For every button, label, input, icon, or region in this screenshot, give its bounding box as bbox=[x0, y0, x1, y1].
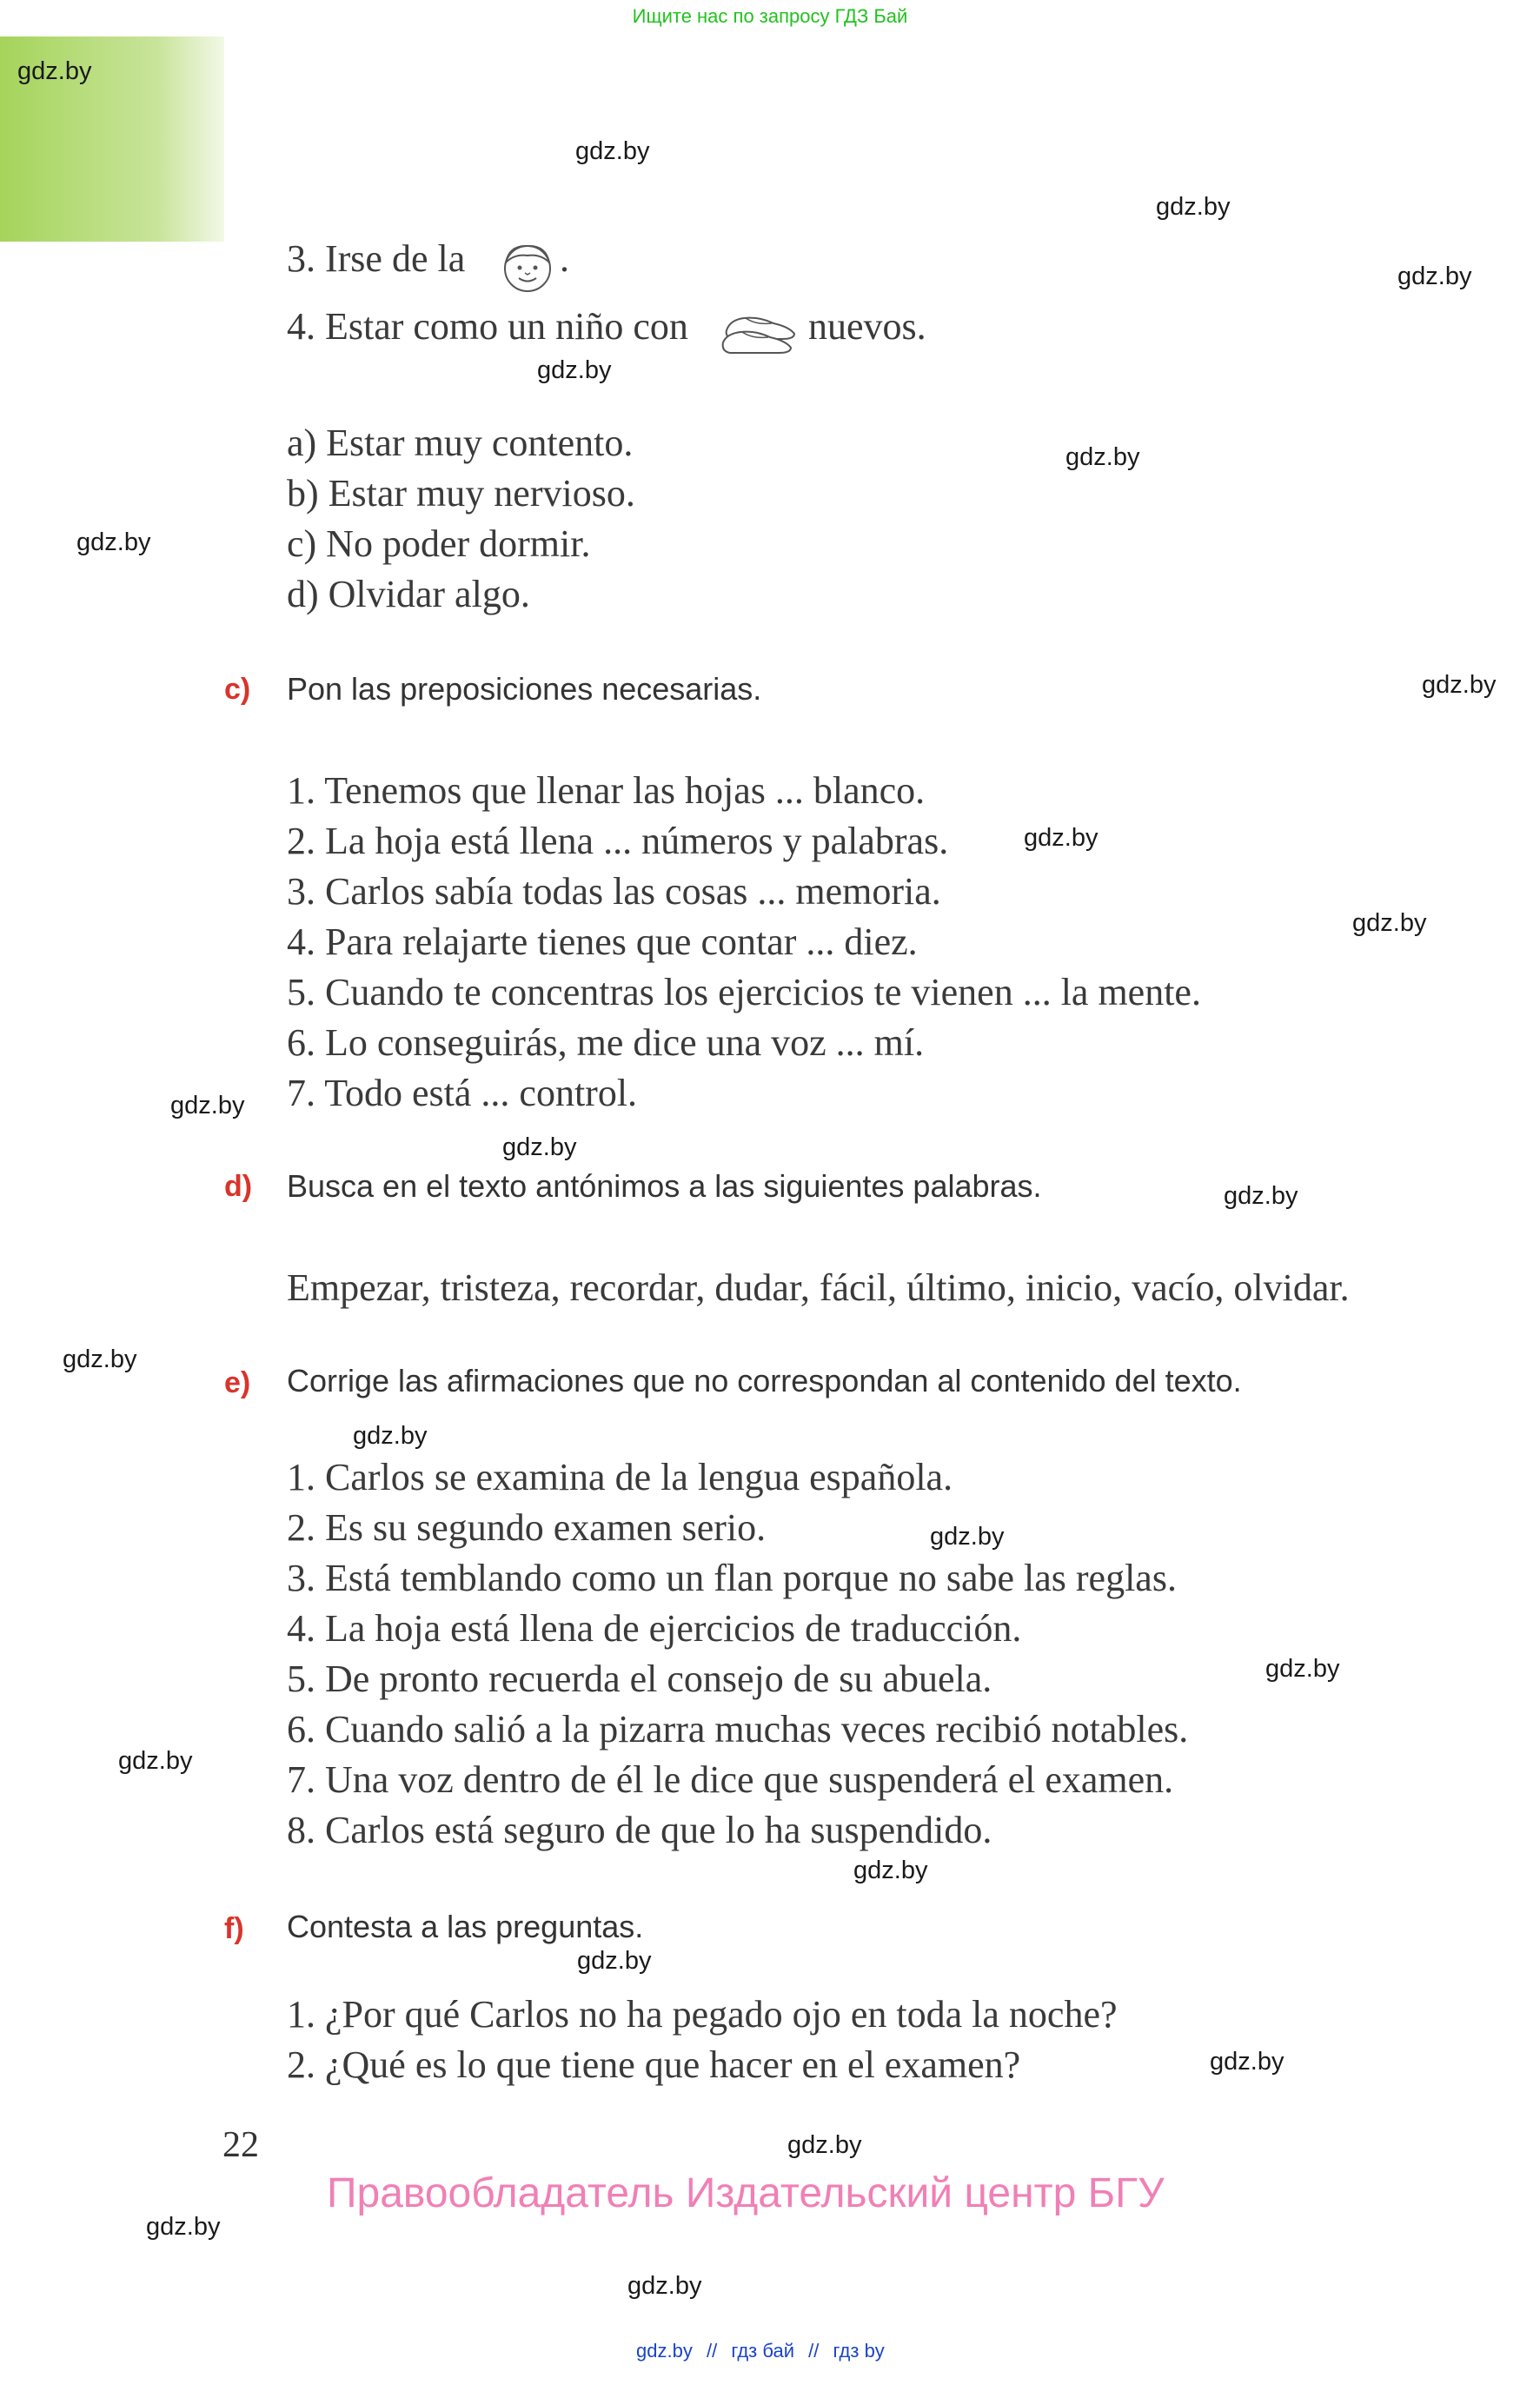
shoes-icon bbox=[721, 304, 800, 362]
watermark: gdz.by bbox=[787, 2131, 862, 2159]
watermark: gdz.by bbox=[853, 1857, 928, 1884]
watermark: gdz.by bbox=[575, 137, 650, 165]
questions-list bbox=[287, 1992, 1417, 2096]
link-separator: // bbox=[808, 2340, 820, 2362]
list-item: 7. Una voz dentro de él le dice que suspenderá el examen. bbox=[287, 1758, 1174, 1801]
watermark: gdz.by bbox=[1156, 193, 1231, 221]
idiom-text: 3. Irse de la bbox=[287, 237, 466, 280]
bottom-links bbox=[636, 2340, 885, 2362]
list-item: 2. Es su segundo examen serio. bbox=[287, 1506, 767, 1549]
idiom-end: nuevos. bbox=[808, 305, 926, 348]
page-number: 22 bbox=[222, 2125, 259, 2165]
list-item: 4. La hoja está llena de ejercicios de traducción. bbox=[287, 1607, 1022, 1650]
list-item: 6. Cuando salió a la pizarra muchas veces recibió notables. bbox=[287, 1708, 1189, 1751]
watermark: gdz.by bbox=[353, 1422, 428, 1450]
watermark: gdz.by bbox=[63, 1345, 137, 1373]
watermark: gdz.by bbox=[1224, 1182, 1298, 1210]
antonym-words: Empezar, tristeza, recordar, dudar, fácil, último, inicio, vacío, olvidar. bbox=[287, 1266, 1350, 1309]
watermark: gdz.by bbox=[118, 1747, 193, 1775]
watermark: gdz.by bbox=[170, 1092, 245, 1119]
list-item: 2. La hoja está llena ... números y palabras. bbox=[287, 820, 949, 862]
list-item: 2. ¿Qué es lo que tiene que hacer en el examen? bbox=[287, 2043, 1021, 2086]
watermark: gdz.by bbox=[1397, 262, 1472, 290]
section-instruction: Contesta a las preguntas. bbox=[287, 1909, 644, 1944]
list-item: 1. ¿Por qué Carlos no ha pegado ojo en toda la noche? bbox=[287, 1993, 1118, 2036]
list-item: 5. De pronto recuerda el consejo de su abuela. bbox=[287, 1658, 992, 1700]
watermark: gdz.by bbox=[502, 1133, 577, 1161]
face-icon bbox=[499, 240, 556, 298]
idiom-line bbox=[287, 236, 465, 281]
list-item: a) Estar muy contento. bbox=[287, 422, 634, 464]
watermark: gdz.by bbox=[1024, 824, 1099, 852]
footer-link[interactable]: гдз бай bbox=[731, 2340, 795, 2362]
list-item: 8. Carlos está seguro de que lo ha suspendido. bbox=[287, 1809, 992, 1851]
watermark: gdz.by bbox=[76, 528, 151, 556]
list-item: 1. Tenemos que llenar las hojas ... blanco. bbox=[287, 769, 926, 812]
section-label: c) bbox=[224, 673, 251, 706]
exercise-list bbox=[287, 768, 1417, 1125]
watermark: gdz.by bbox=[537, 356, 612, 384]
watermark: gdz.by bbox=[1065, 443, 1140, 471]
watermark: gdz.by bbox=[1210, 2048, 1284, 2076]
section-label: e) bbox=[224, 1366, 251, 1399]
exercise-list bbox=[287, 1455, 1417, 1863]
watermark: gdz.by bbox=[146, 2213, 221, 2241]
search-banner: Ищите нас по запросу ГДЗ Бай bbox=[632, 5, 908, 27]
idiom-end: . bbox=[560, 237, 569, 280]
section-label: f) bbox=[224, 1912, 244, 1945]
footer-link[interactable]: гдз by bbox=[833, 2340, 885, 2362]
list-item: 3. Carlos sabía todas las cosas ... memoria. bbox=[287, 870, 941, 913]
footer-link[interactable]: gdz.by bbox=[636, 2340, 693, 2362]
watermark: gdz.by bbox=[627, 2272, 702, 2300]
section-instruction: Corrige las afirmaciones que no correspondan al contenido del texto. bbox=[287, 1363, 1242, 1398]
list-item: 4. Para relajarte tienes que contar ... diez. bbox=[287, 920, 918, 963]
list-item: 3. Está temblando como un flan porque no sabe las reglas. bbox=[287, 1557, 1177, 1599]
section-instruction: Pon las preposiciones necesarias. bbox=[287, 671, 762, 707]
meanings-list bbox=[287, 421, 1330, 621]
watermark: gdz.by bbox=[930, 1523, 1005, 1551]
watermark: gdz.by bbox=[577, 1947, 652, 1975]
list-item: 7. Todo está ... control. bbox=[287, 1072, 638, 1114]
list-item: 5. Cuando te concentras los ejercicios te vienen ... la mente. bbox=[287, 971, 1201, 1013]
list-item: d) Olvidar algo. bbox=[287, 573, 530, 615]
section-instruction: Busca en el texto antónimos a las siguientes palabras. bbox=[287, 1168, 1042, 1204]
watermark: gdz.by bbox=[1265, 1655, 1340, 1683]
idiom-text: 4. Estar como un niño con bbox=[287, 305, 688, 348]
copyright-owner: Правообладатель Издательский центр БГУ bbox=[327, 2170, 1165, 2216]
list-item: c) No poder dormir. bbox=[287, 522, 591, 565]
watermark: gdz.by bbox=[1352, 909, 1427, 937]
link-separator: // bbox=[706, 2340, 718, 2362]
watermark: gdz.by bbox=[17, 57, 92, 85]
idiom-line bbox=[287, 304, 688, 349]
list-item: b) Estar muy nervioso. bbox=[287, 472, 635, 515]
list-item: 1. Carlos se examina de la lengua española. bbox=[287, 1456, 953, 1498]
section-label: d) bbox=[224, 1170, 253, 1203]
list-item: 6. Lo conseguirás, me dice una voz ... mí. bbox=[287, 1021, 925, 1064]
watermark: gdz.by bbox=[1422, 671, 1497, 699]
